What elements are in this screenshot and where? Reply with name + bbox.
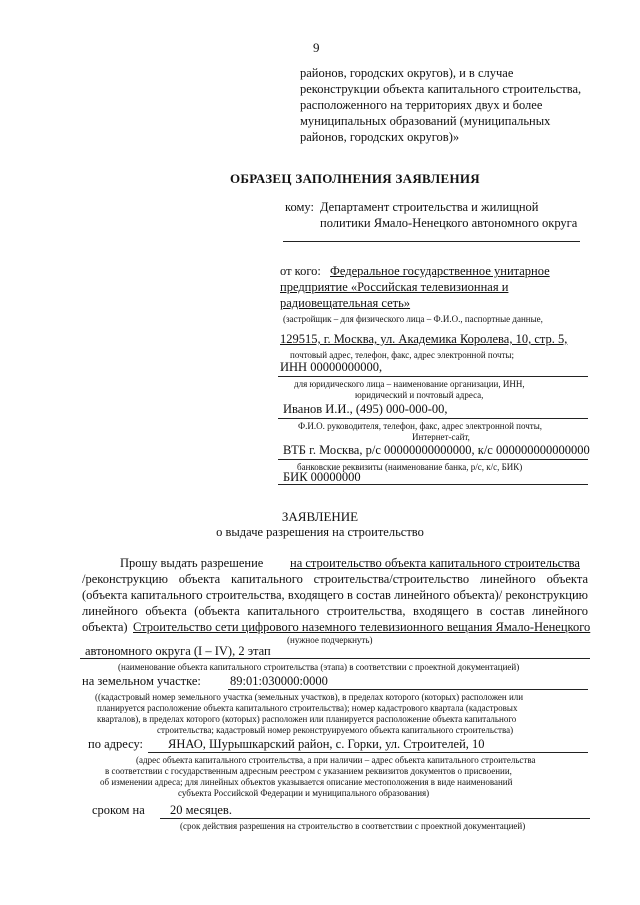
request-line-1b: на строительство объекта капитального строительства (290, 556, 580, 570)
from-name-line-3: радиовещательная сеть» (280, 296, 411, 310)
request-line-5a: объекта) (82, 620, 128, 634)
to-underline (283, 241, 580, 242)
from-inn-hint-2: юридический и почтовый адреса, (355, 390, 484, 400)
term-hint: (срок действия разрешения на строительство в соответствии с проектной документацией) (180, 821, 526, 831)
from-address: 129515, г. Москва, ул. Академика Королева, 10, стр. 5, (280, 332, 568, 346)
object-underline (80, 658, 590, 659)
land-label: на земельном участке: (82, 674, 201, 688)
request-line-4: линейного объекта (объекта капитального строительства, входящего в состав линейного (82, 604, 588, 618)
from-bank-hint: банковские реквизиты (наименование банка, р/с, к/с, БИК) (297, 462, 523, 472)
from-bik: БИК 00000000 (283, 470, 361, 484)
from-address-hint: почтовый адрес, телефон, факс, адрес электронной почты; (290, 350, 515, 360)
land-hint-4: строительства; кадастровый номер реконструируемого объекта капитального строительства) (157, 725, 514, 735)
address-hint-4: субъекта Российской Федерации и муниципального образования) (178, 788, 430, 798)
intro-line-1: районов, городских округов), и в случае (300, 66, 514, 80)
address-label: по адресу: (88, 737, 144, 751)
underline-hint: (нужное подчеркнуть) (287, 635, 373, 645)
to-line-1: Департамент строительства и жилищной (320, 200, 539, 214)
application-title: ЗАЯВЛЕНИЕ (281, 509, 359, 524)
object-hint: (наименование объекта капитального строительства (этапа) в соответствии с проектной документацией) (118, 662, 520, 672)
bik-underline (278, 484, 588, 485)
from-head: Иванов И.И., (495) 000-000-00, (283, 402, 448, 416)
from-name-hint: (застройщик – для физического лица – Ф.И.О., паспортные данные, (283, 314, 543, 324)
from-label: от кого: (280, 264, 321, 278)
sample-heading: ОБРАЗЕЦ ЗАПОЛНЕНИЯ ЗАЯВЛЕНИЯ (230, 171, 480, 186)
intro-line-5: районов, городских округов)» (300, 130, 460, 144)
term-value: 20 месяцев. (170, 803, 232, 817)
land-hint-3: кварталов), в пределах которого (которых) расположен или планируется расположение объекта капитального (97, 714, 517, 724)
address-hint-3: об изменении адреса; для линейных объектов указывается описание местоположения в виде наименований (100, 777, 513, 787)
land-underline (228, 689, 588, 690)
address-value: ЯНАО, Шурышкарский район, с. Горки, ул. Строителей, 10 (168, 737, 485, 751)
page-number: 9 (313, 40, 320, 55)
land-hint-2: планируется расположение объекта капитального строительства); номер кадастрового квартала (кадастровых (97, 703, 518, 713)
address-underline (148, 752, 588, 753)
head-underline (278, 418, 588, 419)
term-underline (160, 818, 590, 819)
from-head-hint-2: Интернет-сайт, (412, 432, 470, 442)
from-name-line-1: Федеральное государственное унитарное (330, 264, 550, 278)
request-line-3: (объекта капитального строительства, входящего в состав линейного объекта)/ реконструкцию (82, 588, 588, 602)
intro-line-3: расположенного на территориях двух и более (300, 98, 543, 112)
request-line-6: автономного округа (I – IV), 2 этап (85, 644, 271, 658)
inn-underline (278, 376, 588, 377)
from-head-hint-1: Ф.И.О. руководителя, телефон, факс, адрес электронной почты, (298, 421, 542, 431)
from-inn-hint-1: для юридического лица – наименование организации, ИНН, (294, 379, 525, 389)
from-name-line-2: предприятие «Российская телевизионная и (280, 280, 509, 294)
term-label: сроком на (92, 803, 145, 817)
intro-line-4: муниципальных образований (муниципальных (300, 114, 551, 128)
from-bank: ВТБ г. Москва, р/с 00000000000000, к/с 000000000000000 (283, 443, 590, 457)
address-hint-2: в соответствии с государственным адресным реестром с указанием реквизитов документов о присвоении, (105, 766, 512, 776)
request-line-1a: Прошу выдать разрешение (120, 556, 264, 570)
from-inn: ИНН 00000000000, (280, 360, 383, 374)
address-hint-1: (адрес объекта капитального строительства, а при наличии – адрес объекта капитального строительства (136, 755, 536, 765)
intro-line-2: реконструкции объекта капитального строительства, (300, 82, 582, 96)
land-hint-1: ((кадастровый номер земельного участка (земельных участков), в пределах которого (которых) расположен или (95, 692, 524, 702)
bank-underline (278, 459, 588, 460)
request-line-5b: Строительство сети цифрового наземного телевизионного вещания Ямало-Ненецкого (133, 620, 591, 634)
land-value: 89:01:030000:0000 (230, 674, 328, 688)
application-subtitle: о выдаче разрешения на строительство (216, 525, 424, 539)
request-line-2: /реконструкцию объекта капитального строительства/строительство линейного объекта (82, 572, 588, 586)
to-line-2: политики Ямало-Ненецкого автономного округа (320, 216, 578, 230)
to-label: кому: (285, 200, 314, 214)
